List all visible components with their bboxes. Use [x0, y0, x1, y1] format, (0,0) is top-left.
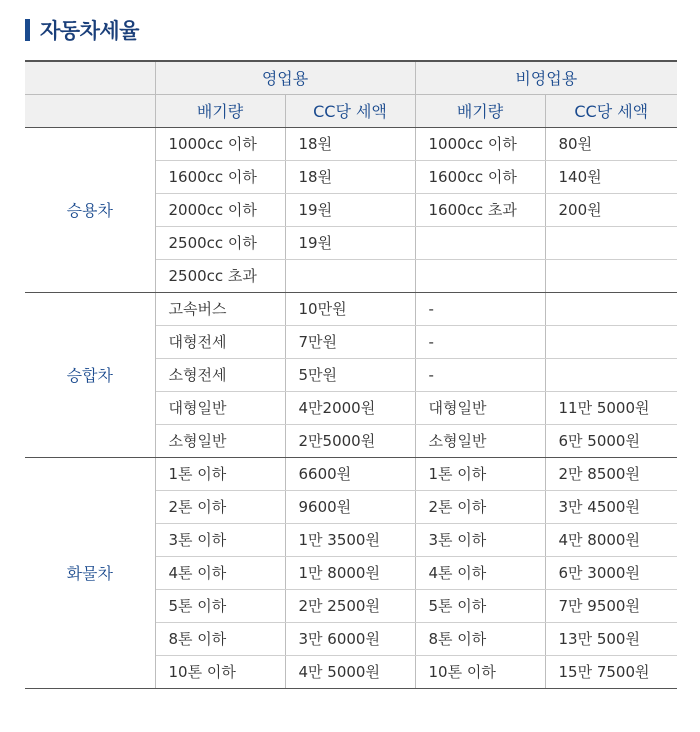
cell-non-business-tax: 7만 9500원 [545, 589, 677, 622]
cell-non-business-tax [545, 292, 677, 325]
cell-business-tax: 19원 [285, 193, 415, 226]
cell-business-displacement: 고속버스 [155, 292, 285, 325]
cell-business-tax: 5만원 [285, 358, 415, 391]
cell-business-tax: 9600원 [285, 490, 415, 523]
cell-business-tax: 4만2000원 [285, 391, 415, 424]
cell-non-business-displacement: - [415, 292, 545, 325]
cell-business-displacement: 3톤 이하 [155, 523, 285, 556]
cell-business-displacement: 1톤 이하 [155, 457, 285, 490]
cell-business-displacement: 10톤 이하 [155, 655, 285, 688]
cell-non-business-tax: 4만 8000원 [545, 523, 677, 556]
cell-business-displacement: 2500cc 이하 [155, 226, 285, 259]
table-row [25, 292, 677, 325]
cell-business-tax: 2만 2500원 [285, 589, 415, 622]
cell-business-displacement: 1000cc 이하 [155, 127, 285, 160]
cell-non-business-displacement: 5톤 이하 [415, 589, 545, 622]
cell-business-tax: 6600원 [285, 457, 415, 490]
cell-business-tax: 3만 6000원 [285, 622, 415, 655]
cell-non-business-tax [545, 325, 677, 358]
car-tax-table [25, 60, 677, 689]
cell-non-business-displacement: 10톤 이하 [415, 655, 545, 688]
cell-business-tax: 10만원 [285, 292, 415, 325]
table-row [25, 457, 677, 490]
cell-business-tax: 1만 3500원 [285, 523, 415, 556]
cell-non-business-tax: 11만 5000원 [545, 391, 677, 424]
cell-business-tax: 7만원 [285, 325, 415, 358]
cell-non-business-displacement: 대형일반 [415, 391, 545, 424]
table-row [25, 127, 677, 160]
header-business-displacement: 배기량 [155, 94, 285, 127]
cell-business-displacement: 2000cc 이하 [155, 193, 285, 226]
header-non-business-displacement: 배기량 [415, 94, 545, 127]
cell-non-business-tax [545, 259, 677, 292]
cell-business-tax: 2만5000원 [285, 424, 415, 457]
cell-non-business-displacement: 2톤 이하 [415, 490, 545, 523]
cell-business-displacement: 소형일반 [155, 424, 285, 457]
cell-business-displacement: 소형전세 [155, 358, 285, 391]
cell-non-business-tax: 6만 3000원 [545, 556, 677, 589]
category-bus: 승합차 [25, 292, 155, 457]
cell-business-displacement: 2톤 이하 [155, 490, 285, 523]
category-passenger: 승용차 [25, 127, 155, 292]
cell-non-business-tax [545, 358, 677, 391]
cell-non-business-displacement: 4톤 이하 [415, 556, 545, 589]
cell-business-displacement: 4톤 이하 [155, 556, 285, 589]
cell-non-business-tax: 200원 [545, 193, 677, 226]
cell-business-tax: 4만 5000원 [285, 655, 415, 688]
cell-business-tax: 19원 [285, 226, 415, 259]
cell-business-tax [285, 259, 415, 292]
cell-non-business-tax: 140원 [545, 160, 677, 193]
cell-non-business-tax: 80원 [545, 127, 677, 160]
cell-non-business-displacement: 소형일반 [415, 424, 545, 457]
cell-business-displacement: 1600cc 이하 [155, 160, 285, 193]
page-title: 자동차세율 [40, 19, 139, 43]
cell-non-business-displacement [415, 259, 545, 292]
table-body [25, 127, 677, 688]
category-truck: 화물차 [25, 457, 155, 688]
cell-non-business-displacement: 8톤 이하 [415, 622, 545, 655]
cell-non-business-displacement: 1600cc 이하 [415, 160, 545, 193]
cell-non-business-tax: 3만 4500원 [545, 490, 677, 523]
title-accent-bar [25, 19, 30, 41]
header-business-tax: CC당 세액 [285, 94, 415, 127]
cell-non-business-displacement [415, 226, 545, 259]
header-row-2 [25, 94, 677, 127]
header-business: 영업용 [155, 61, 415, 94]
cell-non-business-tax: 15만 7500원 [545, 655, 677, 688]
cell-non-business-displacement: 3톤 이하 [415, 523, 545, 556]
cell-non-business-tax: 6만 5000원 [545, 424, 677, 457]
cell-business-displacement: 2500cc 초과 [155, 259, 285, 292]
cell-business-displacement: 5톤 이하 [155, 589, 285, 622]
cell-non-business-tax: 2만 8500원 [545, 457, 677, 490]
cell-business-tax: 18원 [285, 127, 415, 160]
cell-non-business-displacement: 1600cc 초과 [415, 193, 545, 226]
cell-business-displacement: 대형일반 [155, 391, 285, 424]
header-corner [25, 61, 155, 94]
cell-business-displacement: 8톤 이하 [155, 622, 285, 655]
cell-non-business-displacement: - [415, 358, 545, 391]
section-header [25, 14, 139, 46]
header-corner-2 [25, 94, 155, 127]
cell-non-business-displacement: 1톤 이하 [415, 457, 545, 490]
cell-business-displacement: 대형전세 [155, 325, 285, 358]
header-row-1 [25, 61, 677, 94]
cell-non-business-tax: 13만 500원 [545, 622, 677, 655]
cell-non-business-displacement: - [415, 325, 545, 358]
header-non-business: 비영업용 [415, 61, 677, 94]
cell-business-tax: 18원 [285, 160, 415, 193]
cell-non-business-tax [545, 226, 677, 259]
header-non-business-tax: CC당 세액 [545, 94, 677, 127]
cell-business-tax: 1만 8000원 [285, 556, 415, 589]
cell-non-business-displacement: 1000cc 이하 [415, 127, 545, 160]
